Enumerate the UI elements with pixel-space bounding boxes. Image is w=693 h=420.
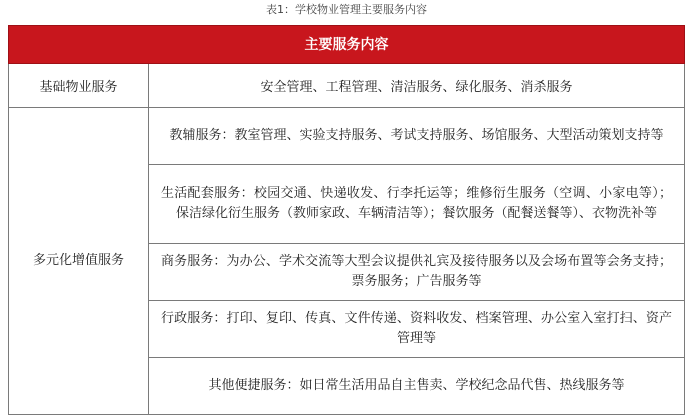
value-added-item-other: 其他便捷服务：如日常生活用品自主售卖、学校纪念品代售、热线服务等 bbox=[149, 357, 685, 414]
basic-services-category: 基础物业服务 bbox=[9, 63, 149, 107]
table-row bbox=[9, 107, 685, 164]
basic-services-row bbox=[9, 63, 685, 107]
value-added-category: 多元化增值服务 bbox=[9, 107, 149, 414]
value-added-item-teaching: 教辅服务：教室管理、实验支持服务、考试支持服务、场馆服务、大型活动策划支持等 bbox=[149, 107, 685, 164]
services-table bbox=[8, 25, 685, 415]
value-added-item-living: 生活配套服务：校园交通、快递收发、行李托运等；维修衍生服务（空调、小家电等）；保洁绿化衍生服务（教师家政、车辆清洁等）；餐饮服务（配餐送餐等）、衣物洗补等 bbox=[149, 164, 685, 244]
basic-services-content: 安全管理、工程管理、清洁服务、绿化服务、消杀服务 bbox=[149, 63, 685, 107]
value-added-item-admin: 行政服务：打印、复印、传真、文件传递、资料收发、档案管理、办公室入室打扫、资产管理等 bbox=[149, 301, 685, 358]
table-header-row bbox=[9, 26, 685, 64]
table-caption: 表1：学校物业管理主要服务内容 bbox=[266, 3, 427, 16]
table-header: 主要服务内容 bbox=[9, 26, 685, 64]
value-added-item-business: 商务服务：为办公、学术交流等大型会议提供礼宾及接待服务以及会场布置等会务支持；票务服务；广告服务等 bbox=[149, 244, 685, 301]
